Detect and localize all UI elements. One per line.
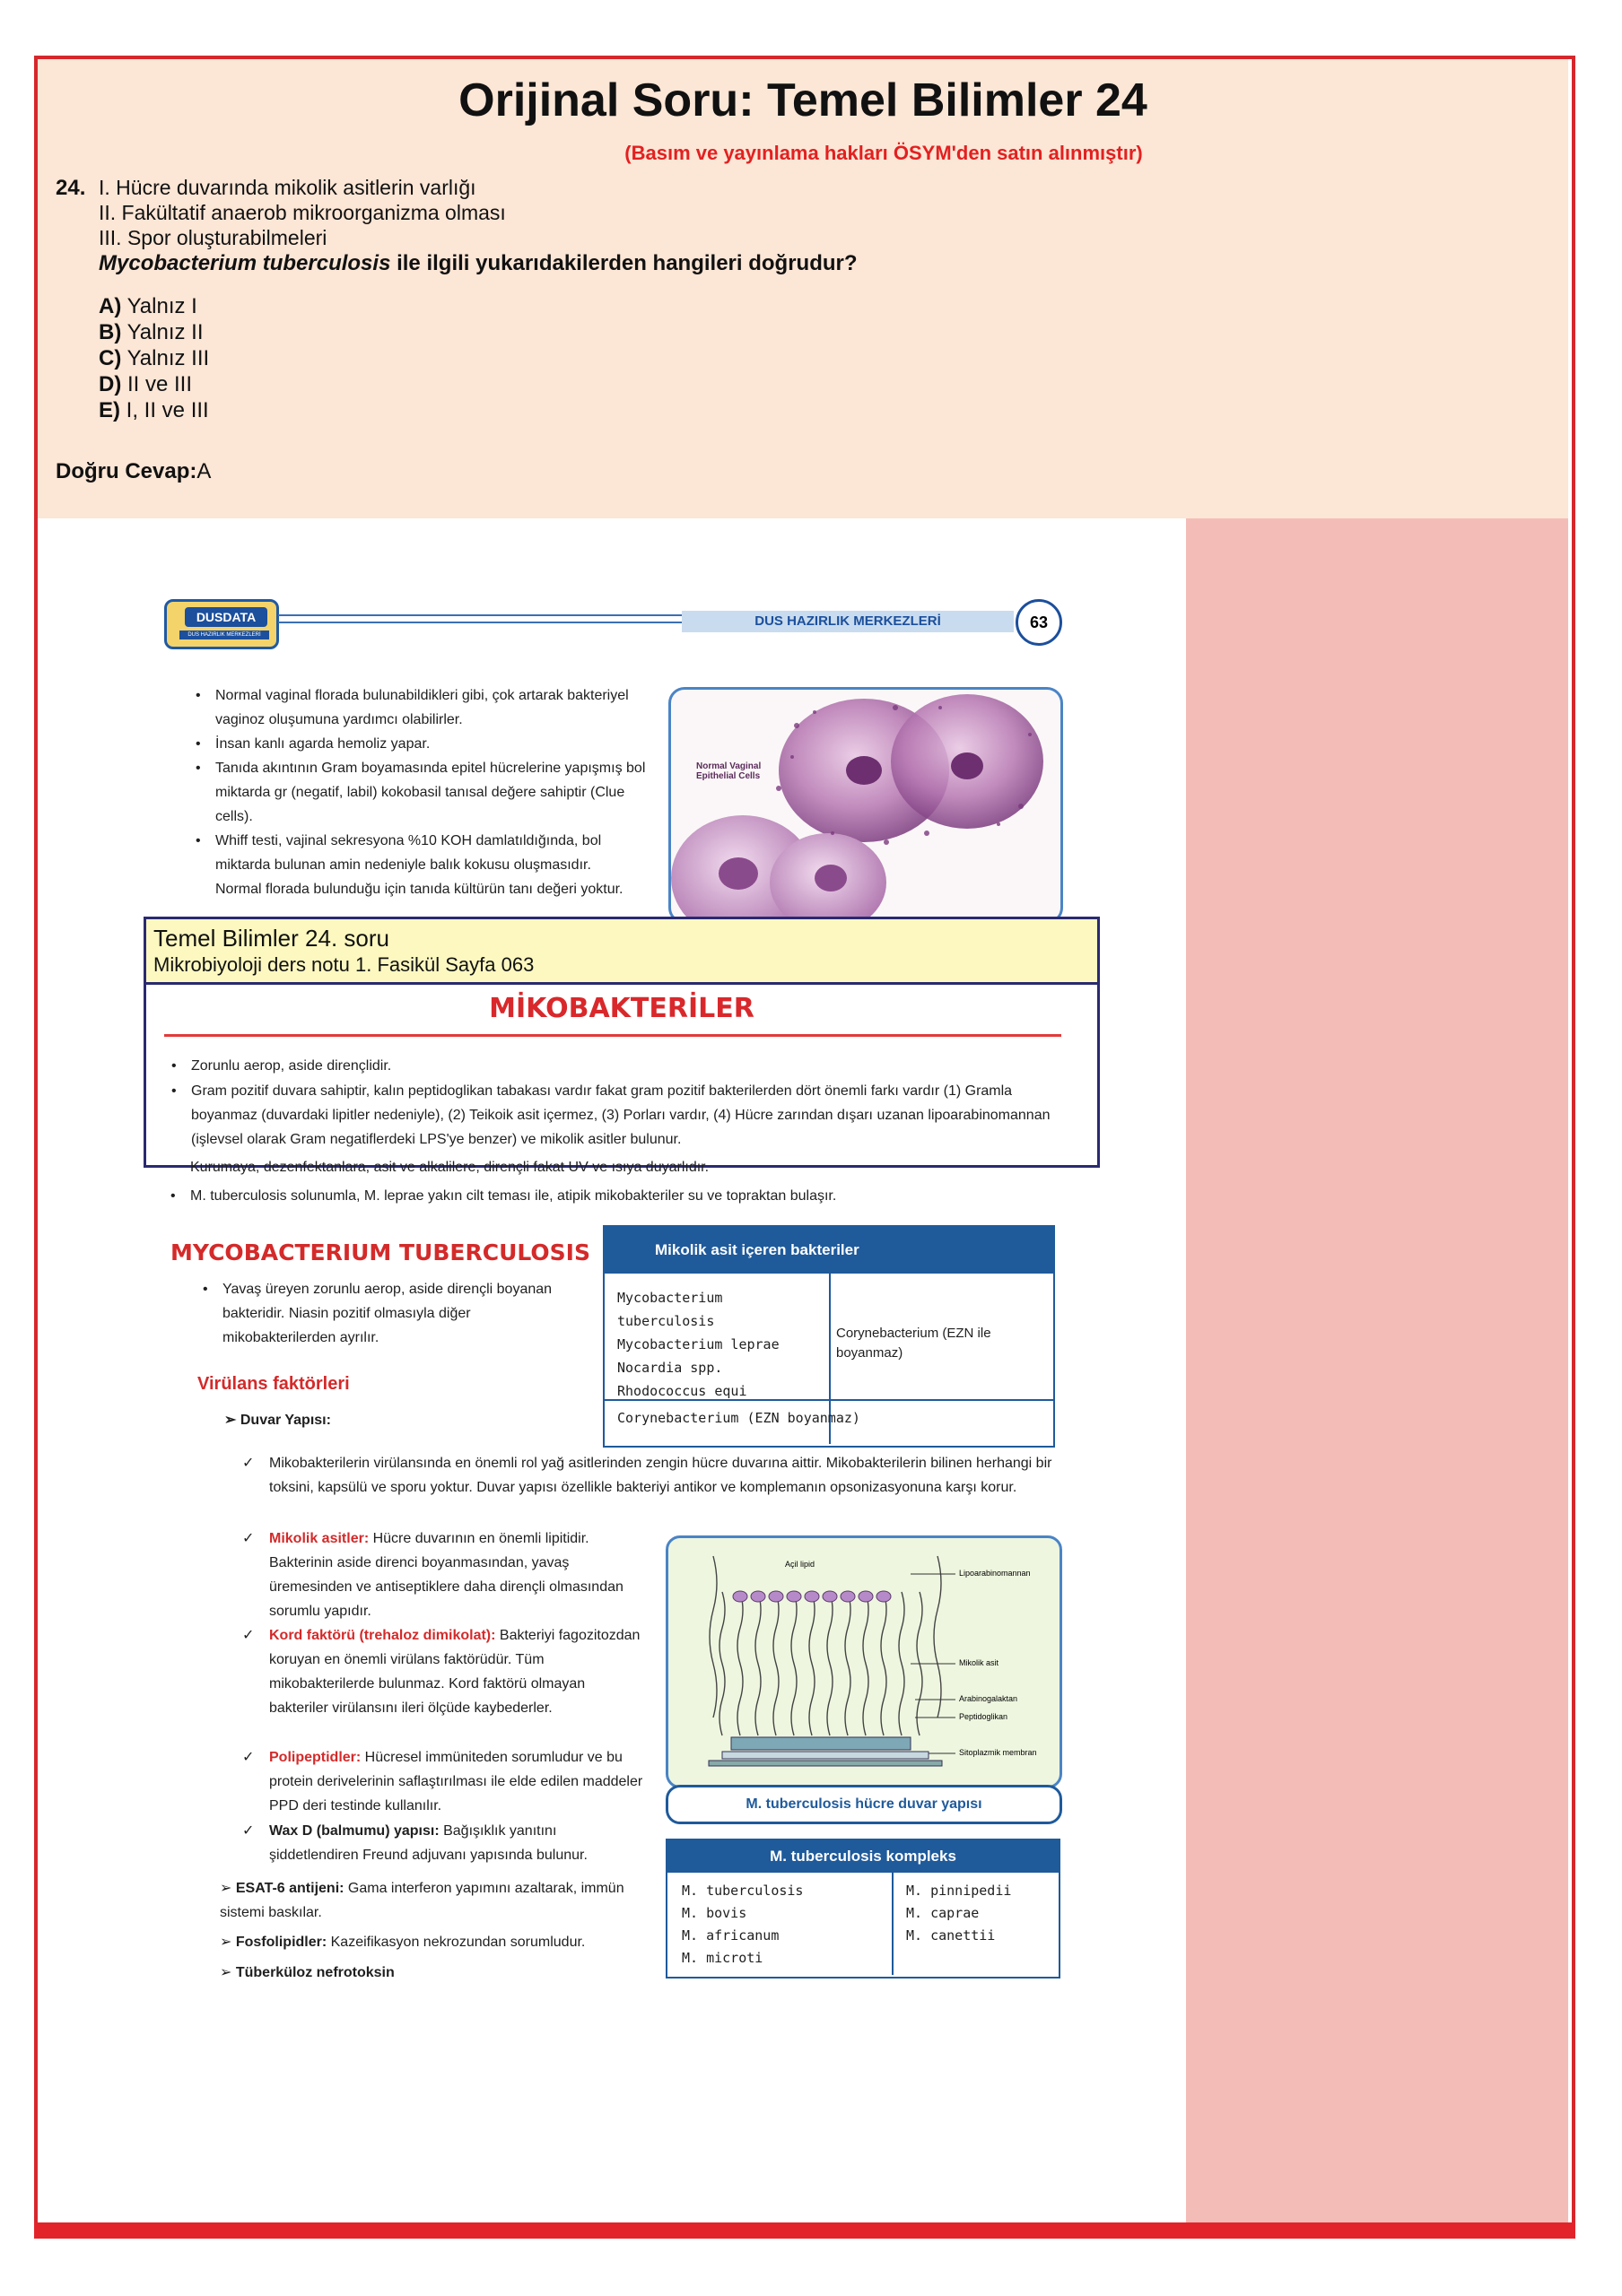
list-item: • Normal vaginal florada bulunabildikleri gibi, çok artarak bakteriyel vaginoz oluşumuna yardımcı olabilirler. <box>215 683 655 732</box>
correct-answer: Doğru Cevap:A <box>56 459 212 483</box>
statement-2: II. Fakültatif anaerob mikroorganizma olması <box>99 201 506 224</box>
mikolik-bottom-item: Corynebacterium (EZN boyanmaz) <box>617 1410 860 1426</box>
list-item: • Tanıda akıntının Gram boyamasında epitel hücrelerine yapışmış bol miktarda gr (negatif, labil) kokobasil tanısal değere sahiptir (Clue cells). <box>215 756 655 829</box>
statement-3: III. Spor oluşturabilmeleri <box>99 226 327 249</box>
image-label: Normal Vaginal Epithelial Cells <box>696 761 762 781</box>
list-item: • Normal florada bulunduğu için tanıda kültürün tanı değeri yoktur. <box>215 877 655 917</box>
check-item: Mikobakterilerin virülansında en önemli rol yağ asitlerinden zengin hücre duvarına aittir. Mikobakterilerin bilinen herhangi bir toksini, kapsülü ve sporu yoktur. Duvar yapısı özellikle bakteriyi antikor ve komplemanın opsonizasyonuna karşı korur. <box>269 1456 1052 1495</box>
option-b: B) Yalnız II <box>99 320 204 344</box>
mikolik-right-item: Corynebacterium (EZN ile boyanmaz) <box>836 1326 991 1361</box>
stem-rest: ile ilgili yukarıdakilerden hangileri doğrudur? <box>390 251 858 275</box>
duvar-label: ➢ Duvar Yapısı: <box>224 1413 331 1428</box>
list-item: • Zorunlu aerop, aside dirençlidir. <box>191 1054 1079 1078</box>
arrow-item: ➢ ESAT-6 antijeni: Gama interferon yapımını azaltarak, immün sistemi baskılar. <box>220 1881 624 1920</box>
page-frame <box>34 56 1575 2238</box>
cell-wall-caption: M. tuberculosis hücre duvar yapısı <box>666 1785 1062 1824</box>
page-number: 63 <box>1016 599 1062 646</box>
mikolik-box-title: Mikolik asit içeren bakteriler <box>605 1227 1053 1274</box>
list-item: • M. tuberculosis solunumla, M. leprae yakın cilt teması ile, atipik mikobakteriler su ve topraktan bulaşır. <box>190 1184 1087 1208</box>
option-e: E) I, II ve III <box>99 398 209 422</box>
page-title: Orijinal Soru: Temel Bilimler 24 <box>458 74 1147 126</box>
list-item: • Yavaş üreyen zorunlu aerop, aside dirençli boyanan bakteridir. Niasin pozitif olmasıyla diğer mikobakterilerden ayrılır. <box>222 1277 581 1350</box>
arrow-icon: ➢ <box>220 1965 236 1980</box>
kompleks-right-list: M. pinnipedii M. caprae M. canettii <box>906 1883 1012 1944</box>
list-item: • Kurumaya, dezenfektanlara, asit ve alkalilere, dirençli fakat UV ve ısıya duyarlıdır. <box>190 1159 1087 1177</box>
mtb-heading: MYCOBACTERIUM TUBERCULOSIS <box>170 1239 590 1265</box>
check-icon: ✓ <box>242 1823 255 1839</box>
arrow-item: ➢ Tüberküloz nefrotoksin <box>220 1965 395 1980</box>
kompleks-left-list: M. tuberculosis M. bovis M. africanum M. microti <box>682 1883 804 1966</box>
label-sitoplazmik: Sitoplazmik membran <box>959 1748 1037 1757</box>
check-icon: ✓ <box>242 1456 255 1471</box>
statement-1: I. Hücre duvarında mikolik asitlerin varlığı <box>99 176 476 199</box>
check-item: Mikolik asitler: Hücre duvarının en önemli lipitidir. Bakterinin aside direnci boyanmasından, yavaş üremesinden ve antiseptiklere daha dirençli olmasından sorumlu yapıdır. <box>269 1531 624 1619</box>
list-item: • Whiff testi, vajinal sekresyona %10 KOH damlatıldığında, bol miktarda bulunan amin nedeniyle balık kokusu oluşmasıdır. <box>215 829 655 877</box>
list-item: • İnsan kanlı agarda hemoliz yapar. <box>215 732 655 756</box>
question-number: 24. <box>56 176 86 200</box>
label-lipoarabinomannan: Lipoarabinomannan <box>959 1569 1031 1578</box>
section-heading: MİKOBAKTERİLER <box>489 993 754 1024</box>
stem-italic: Mycobacterium tuberculosis <box>99 251 391 275</box>
arrow-icon: ➢ <box>220 1935 236 1950</box>
rights-notice: (Basım ve yayınlama hakları ÖSYM'den satın alınmıştır) <box>624 142 1143 164</box>
bottom-bar <box>34 2222 1575 2239</box>
label-acil-lipid: Açil lipid <box>785 1560 815 1569</box>
check-item: Wax D (balmumu) yapısı: Bağışıklık yanıtını şiddetlendiren Freund adjuvanı yapısında bulunur. <box>269 1823 588 1863</box>
label-arabinogalaktan: Arabinogalaktan <box>959 1694 1018 1703</box>
check-icon: ✓ <box>242 1531 255 1546</box>
arrow-icon: ➢ <box>220 1881 236 1896</box>
virulence-heading: Virülans faktörleri <box>197 1374 350 1394</box>
kompleks-title: M. tuberculosis kompleks <box>667 1840 1059 1873</box>
check-icon: ✓ <box>242 1628 255 1643</box>
check-item: Polipeptidler: Hücresel immüniteden sorumludur ve bu protein derivelerinin saflaştırılması ile elde edilen maddeler PPD deri testinde kullanılır. <box>269 1750 643 1813</box>
check-icon: ✓ <box>242 1750 255 1765</box>
overlay-title: Temel Bilimler 24. soru <box>153 925 389 952</box>
arrow-item: ➢ Fosfolipidler: Kazeifikasyon nekrozundan sorumludur. <box>220 1935 586 1950</box>
option-a: A) Yalnız I <box>99 294 197 318</box>
check-item: Kord faktörü (trehaloz dimikolat): Bakteriyi fagozitozdan koruyan en önemli virülans faktörüdür. Tüm mikobakterilerde bulunmaz. Kord faktörü olmayan bakteriler virülansını ileri ölçüde kaybederler. <box>269 1628 641 1716</box>
dusdata-logo: DUSDATA DUS HAZIRLIK MERKEZLERİ <box>164 599 279 649</box>
overlay-subtitle: Mikrobiyoloji ders notu 1. Fasikül Sayfa 063 <box>153 953 535 976</box>
label-mikolik: Mikolik asit <box>959 1658 999 1667</box>
mikolik-left-list: Mycobacterium tuberculosis Mycobacterium leprae Nocardia spp. Rhodococcus equi <box>617 1290 780 1399</box>
list-item: • Gram pozitif duvara sahiptir, kalın peptidoglikan tabakası vardır fakat gram pozitif bakterilerden dört önemli farkı vardır (1) Gramla boyanmaz (duvardaki lipitler nedeniyle), (2) Teikoik asit içermez, (3) Porları vardır, (4) Hücre zarından dışarı uzanan lipoarabinomannan (işlevsel olarak Gram negatiflerdeki LPS'ye benzer) ve mikolik asitler bulunur. <box>191 1079 1079 1152</box>
option-d: D) II ve III <box>99 372 193 396</box>
header-banner: DUS HAZIRLIK MERKEZLERİ <box>682 611 1014 632</box>
label-peptidoglikan: Peptidoglikan <box>959 1712 1008 1721</box>
option-c: C) Yalnız III <box>99 346 210 370</box>
